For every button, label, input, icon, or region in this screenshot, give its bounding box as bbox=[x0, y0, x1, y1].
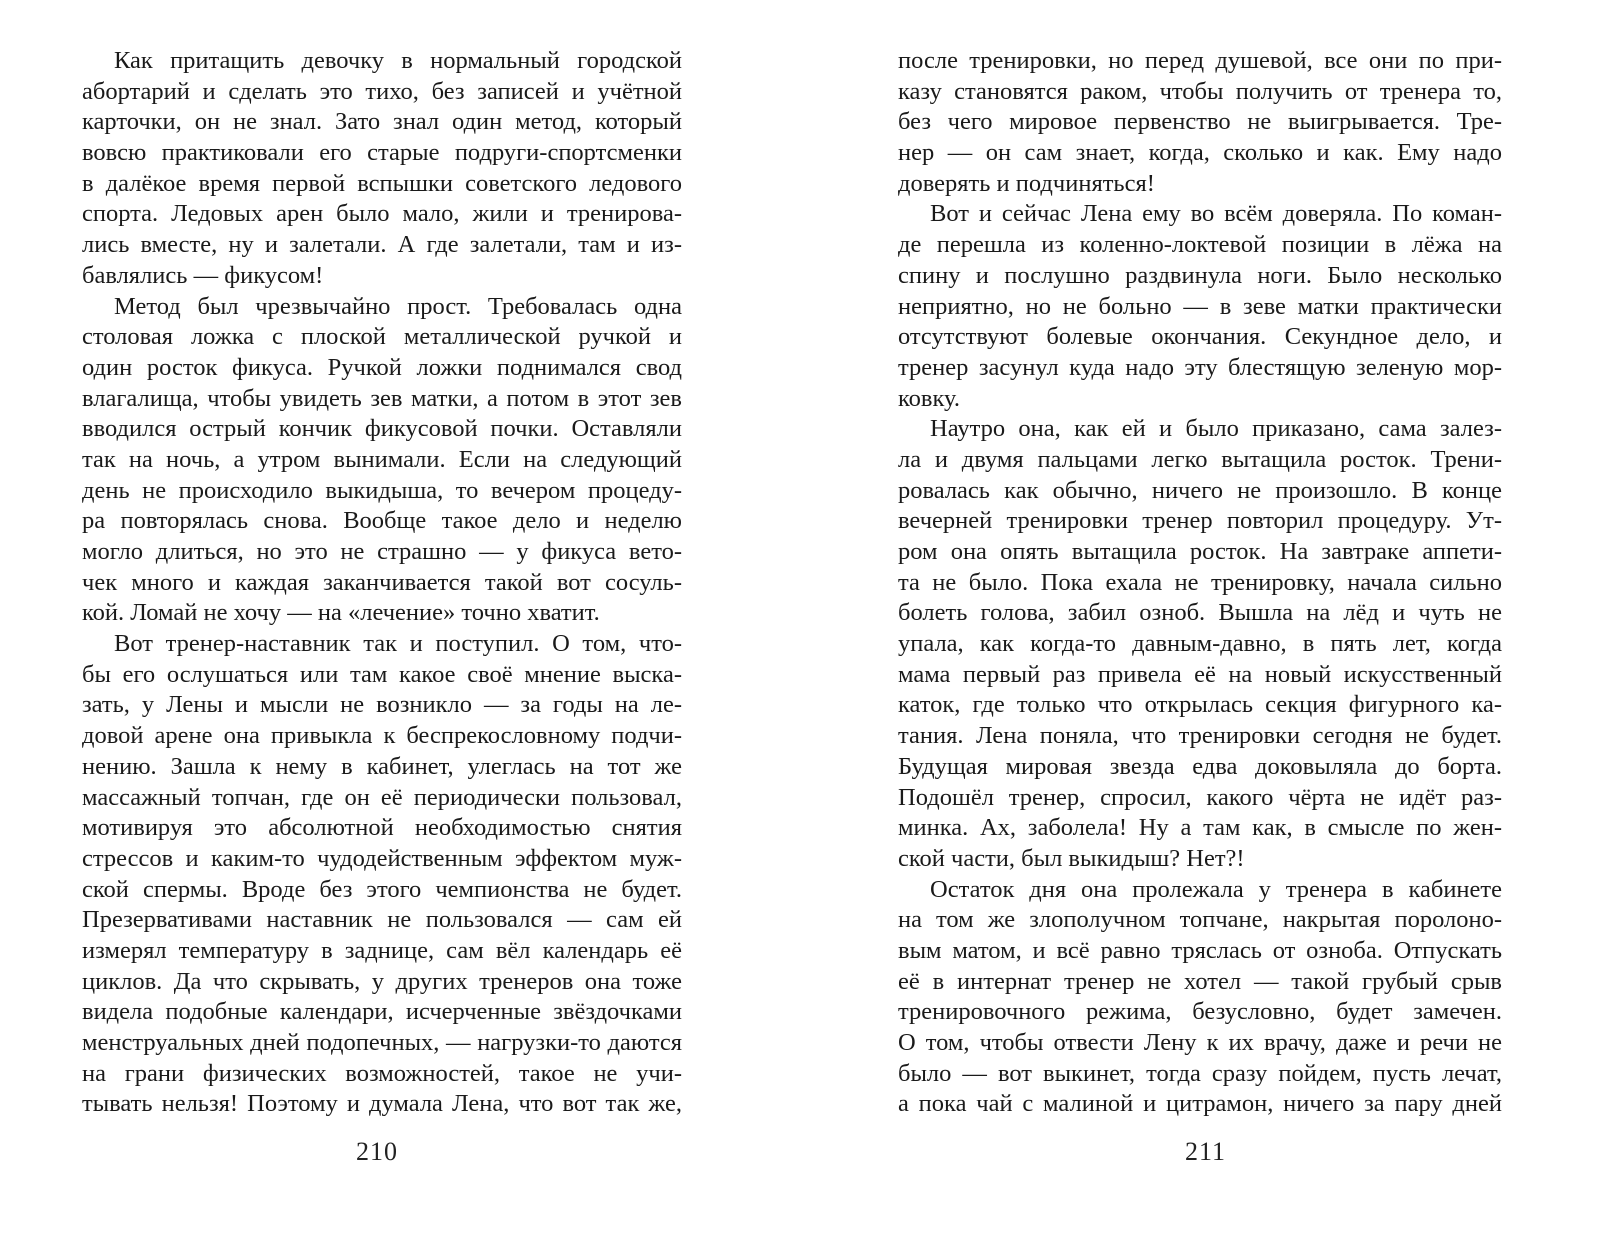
text-line: карточки, он не знал. Зато знал один метод, который bbox=[82, 108, 682, 136]
text-line: Остаток дня она пролежала у тренера в кабинете bbox=[930, 875, 1502, 903]
text-line: бавлялись — фикусом! bbox=[82, 261, 324, 289]
right-page-text bbox=[898, 46, 1502, 1120]
text-line: менструальных дней подопечных, — нагрузки-то даются bbox=[82, 1029, 682, 1056]
text-line: ской спермы. Вроде без этого чемпионства не будет. bbox=[82, 875, 682, 903]
text-line: после тренировки, но перед душевой, все они по при- bbox=[898, 47, 1502, 74]
text-line: кой. Ломай не хочу — на «лечение» точно хватит. bbox=[82, 599, 600, 627]
text-line: спину и послушно раздвинула ноги. Было несколько bbox=[898, 261, 1502, 289]
text-line: на том же злополучном топчане, накрытая поролоно- bbox=[898, 906, 1502, 934]
text-line: один росток фикуса. Ручкой ложки поднимался свод bbox=[82, 353, 682, 381]
text-line: тренер засунул куда надо эту блестящую зеленую мор- bbox=[898, 353, 1502, 381]
text-line: спорта. Ледовых арен было мало, жили и тренирова- bbox=[82, 200, 682, 228]
text-line: довой арене она привыкла к беспрекословному подчи- bbox=[82, 722, 682, 750]
left-page-number: 210 bbox=[356, 1137, 398, 1166]
text-line: её в интернат тренер не хотел — такой грубый срыв bbox=[898, 967, 1502, 995]
text-line: вечерней тренировки тренер повторил процедуру. Ут- bbox=[898, 507, 1502, 535]
text-line: минка. Ах, заболела! Ну а там как, в смысле по жен- bbox=[898, 814, 1502, 842]
text-line: Будущая мировая звезда едва доковыляла до борта. bbox=[898, 752, 1502, 780]
text-line: ла и двумя пальцами легко вытащила росток. Трени- bbox=[898, 445, 1502, 473]
text-line: вводился острый кончик фикусовой почки. Оставляли bbox=[82, 415, 682, 443]
text-line: казу становятся раком, чтобы получить от тренера то, bbox=[898, 77, 1502, 105]
text-line: измерял температуру в заднице, сам вёл календарь её bbox=[82, 936, 682, 964]
text-line: ром она опять вытащила росток. На завтраке аппети- bbox=[898, 538, 1502, 565]
text-line: мотивируя это абсолютной необходимостью снятия bbox=[82, 814, 682, 842]
text-line: тывать нельзя! Поэтому и думала Лена, что вот так же, bbox=[82, 1090, 682, 1118]
text-line: отсутствуют болевые окончания. Секундное дело, и bbox=[898, 323, 1502, 351]
text-line: влагалища, чтобы увидеть зев матки, а потом в этот зев bbox=[82, 384, 682, 412]
text-line: массажный топчан, где он её периодически пользовал, bbox=[82, 783, 682, 811]
text-line: ской части, был выкидыш? Нет?! bbox=[898, 844, 1245, 872]
text-line: Подошёл тренер, спросил, какого чёрта не идёт раз- bbox=[898, 783, 1502, 811]
text-line: могло длиться, но это не страшно — у фикуса вето- bbox=[82, 538, 682, 565]
text-line: каток, где только что открылась секция фигурного ка- bbox=[898, 691, 1502, 719]
text-line: циклов. Да что скрывать, у других тренеров она тоже bbox=[82, 967, 682, 995]
text-line: доверять и подчиняться! bbox=[898, 169, 1155, 197]
text-line: ра повторялась снова. Вообще такое дело и неделю bbox=[82, 507, 682, 535]
text-line: ковку. bbox=[898, 384, 960, 412]
text-line: вым матом, и всё равно тряслась от озноба. Отпускать bbox=[898, 936, 1502, 964]
text-line: вовсю практиковали его старые подруги-спортсменки bbox=[82, 139, 682, 167]
text-line: было — вот выкинет, тогда сразу пойдем, пусть лечат, bbox=[898, 1059, 1502, 1087]
text-line: стрессов и каким-то чудодейственным эффектом муж- bbox=[82, 844, 682, 872]
text-line: Вот тренер-наставник так и поступил. О том, что- bbox=[114, 630, 682, 658]
text-line: без чего мировое первенство не выигрывается. Тре- bbox=[898, 108, 1502, 136]
text-line: болеть голова, забил озноб. Вышла на лёд и чуть не bbox=[898, 599, 1502, 627]
text-line: абортарий и сделать это тихо, без записей и учётной bbox=[82, 77, 682, 105]
right-page-number: 211 bbox=[1185, 1137, 1227, 1166]
text-line: день не происходило выкидыша, то вечером процеду- bbox=[82, 476, 682, 504]
text-line: тренировочного режима, безусловно, будет замечен. bbox=[898, 998, 1502, 1026]
text-line: нер — он сам знает, когда, сколько и как. Ему надо bbox=[898, 139, 1502, 167]
text-line: Презервативами наставник не пользовался — сам ей bbox=[82, 906, 682, 934]
text-line: чек много и каждая заканчивается такой вот сосуль- bbox=[82, 568, 682, 596]
text-line: мама первый раз привела её на новый искусственный bbox=[898, 660, 1502, 688]
left-page-text bbox=[82, 46, 682, 1120]
text-line: Как притащить девочку в нормальный городской bbox=[114, 47, 682, 74]
text-line: де перешла из коленно-локтевой позиции в лёжа на bbox=[898, 231, 1502, 259]
text-line: Вот и сейчас Лена ему во всём доверяла. По коман- bbox=[930, 200, 1502, 228]
text-line: а пока чай с малиной и цитрамон, ничего за пару дней bbox=[898, 1090, 1502, 1118]
text-line: неприятно, но не больно — в зеве матки практически bbox=[898, 292, 1502, 320]
text-line: зать, у Лены и мысли не возникло — за годы на ле- bbox=[82, 691, 682, 719]
text-line: так на ночь, а утром вынимали. Если на следующий bbox=[82, 445, 682, 473]
text-line: ровалась как обычно, ничего не произошло. В конце bbox=[898, 476, 1502, 504]
text-line: упала, как когда-то давным-давно, в пять лет, когда bbox=[898, 630, 1502, 658]
text-line: О том, чтобы отвести Лену к их врачу, даже и речи не bbox=[898, 1029, 1502, 1056]
text-line: Наутро она, как ей и было приказано, сама залез- bbox=[930, 415, 1502, 443]
text-line: бы его ослушаться или там какое своё мнение выска- bbox=[82, 660, 682, 688]
text-line: тания. Лена поняла, что тренировки сегодня не будет. bbox=[898, 722, 1502, 750]
text-line: та не было. Пока ехала не тренировку, начала сильно bbox=[898, 568, 1502, 596]
text-line: Метод был чрезвычайно прост. Требовалась одна bbox=[114, 292, 682, 320]
text-line: на грани физических возможностей, такое не учи- bbox=[82, 1059, 682, 1087]
text-line: в далёкое время первой вспышки советского ледового bbox=[82, 169, 682, 197]
text-line: видела подобные календари, исчерченные звёздочками bbox=[82, 998, 682, 1026]
text-line: столовая ложка с плоской металлической ручкой и bbox=[82, 323, 682, 351]
text-line: лись вместе, ну и залетали. А где залетали, там и из- bbox=[82, 231, 682, 259]
text-line: нению. Зашла к нему в кабинет, улеглась на тот же bbox=[82, 752, 682, 780]
